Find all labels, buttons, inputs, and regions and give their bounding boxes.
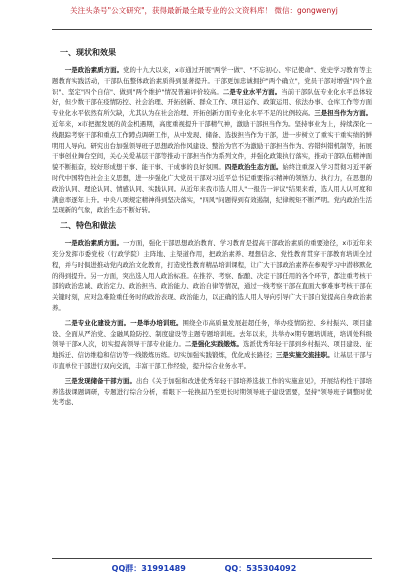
paragraph (52, 238, 372, 314)
paragraph-text: 一方面，强化干部思想政治教育、学习教育是提高干部政治素质的重要途径，x市近年来充分发挥市委党校（行政学院）主阵地、主渠道作用，把政治素养、理想信念、党性教育贯穿干部教育培训全过程，并与时俱进推动党内政治文化教育，打造党性教育精品培训课程，让广大干部政治素养在参观学习中潜移默化的得到提升。另一方面，突出选人用人政治标准。在推荐、考察、酝酿、决定干部任用的各个环节，都注重考核干部的政治忠诚、政治定力、政治担当、政治能力、政治自律等情况，通过一线考察干部在直面大事难事考核干部在关键时刻，应对急难险重任务时的政治表现、政治能力，以正确的选人用人导向引导广大干部自觉提高自身政治素养。 (52, 239, 373, 312)
paragraph-text: 出台《关于加强和改进优秀年轻干部培养选拔工作的实施意见》，开展结构性干部培养选拔课题调研，专题进行综合分析，看眼下一轮换届乃至更长时期领导班子建设需要，坚持"领导班子调整时优先考虑、 (52, 376, 372, 407)
paragraph-lead: 一是政治素质方面。 (64, 66, 124, 74)
paragraph-text: 选派优秀年轻干部到乡村振兴、项目建设、征地拆迁、信访维稳和信访等一线锻炼历练。切实加强实践锻炼，优化成长路径； (52, 340, 373, 360)
paragraph-lead: 一是举办培训班。 (130, 318, 183, 327)
paragraph-lead: 一是政治素质方面。 (64, 239, 123, 248)
paragraph-text: 当前干部队伍专业化水平总体较好，但少数干部在疫情防控、社会治理、开拓创新、群众工作、项目运作、政策运用、依法办事、仓库工作等方面专业化水平依然有所欠缺，尤其认为在社会治理、开拓创新方面专业化水平不足的比例较高。 (52, 87, 373, 118)
qq-group-text: QQ群：31991489 (111, 564, 186, 573)
section-heading: 二、特色和做法 (60, 221, 116, 231)
paragraph-text: 党的十九大以来，x市通过开展"两学一做"、"不忘初心、牢记使命"、党史学习教育等主题教育实践活动，干部队伍整体政治素质得到显著提升。干部更加忠诚拥护"两个确立"，党员干部对增强"四个意识"、坚定"四个自信"、做到"两个维护"情况普遍评价较高。 (52, 66, 372, 96)
section-heading: 一、现状和效果 (60, 48, 116, 57)
footer (0, 563, 408, 575)
header-rule (52, 29, 372, 30)
paragraph-lead: 三是发现储备干部方面。 (64, 376, 136, 385)
paragraph-lead: 三是担当作为方面。 (314, 109, 372, 118)
paragraph-lead: 二是专业水平方面。 (222, 87, 282, 96)
paragraph-text: 始终注重深入学习贯彻习近平新时代中国特色社会主义思想，进一步强化广大党员干部对习近平总书记重要指示精神的领悟力、执行力，在思想的政治认同、理论认同、情感认同、实践认同。从近年来我市选人用人"一报告一评议"结果来看，选人用人认可度和满意率逐年上升。中央八项规定精神得到坚决落实，"四风"问题得到有效遏制，纪律规矩不断严明。党内政治生活呈现新的气象，政治生态不断好转。 (52, 163, 373, 215)
paragraph-lead: 二是专业化建设方面。 (64, 318, 131, 327)
paragraph-lead: 四是政治生态方面。 (224, 163, 283, 172)
paragraph-lead: 三是实施交流挂职。 (276, 351, 334, 360)
paragraph (52, 65, 372, 216)
paragraph-text: 围绕全市高质量发展赶超任务，举办疫情防控、乡村振兴、项目建设、全面从严治党、金融风险防控、制度建设等主题专题培训班。去年以来，共举办x期专题培训班，培训处科级领导干部x人次，切实提高领导干部专业能力。 (52, 318, 373, 349)
paragraph-lead: 二是强化实践锻炼。 (184, 340, 244, 349)
header-banner: 关注头条号"公文研究"，获得最新最全最专业的公文资料库！ 微信：gongwenyj (70, 6, 338, 15)
paragraph (52, 376, 372, 408)
qq-text: QQ：535304092 (224, 564, 297, 573)
paragraph (52, 318, 372, 372)
document-body (52, 47, 372, 412)
paragraph-text: 近年来，x市把握发展的黄金机遇期，高度重视提升干部精气神，激励干部担当作为。坚持事业为上，持续深化一线跟踪考察干部和重点工作蹲点调研工作，从中发现、储备、选拔担当作为干部，进一步树立了重实干重实绩的鲜明用人导向。研究出台加强领导班子思想政治作风建设、整治为官不为激励干部担当作为、容错纠错机制等，拓展干事创业舞台空间，关心关爱基层干部等推动干部担当作为系列文件，并强化政策执行落实，推动干部队伍精神面貌不断振奋，较好形成想干事、能干事、干成事的良好氛围。 (52, 119, 372, 172)
paragraph-text: 让基层干部与市直单位干部进行双向交流，丰富干部工作经验，提升综合业务水平。 (52, 351, 373, 370)
footer-rule (52, 558, 372, 559)
